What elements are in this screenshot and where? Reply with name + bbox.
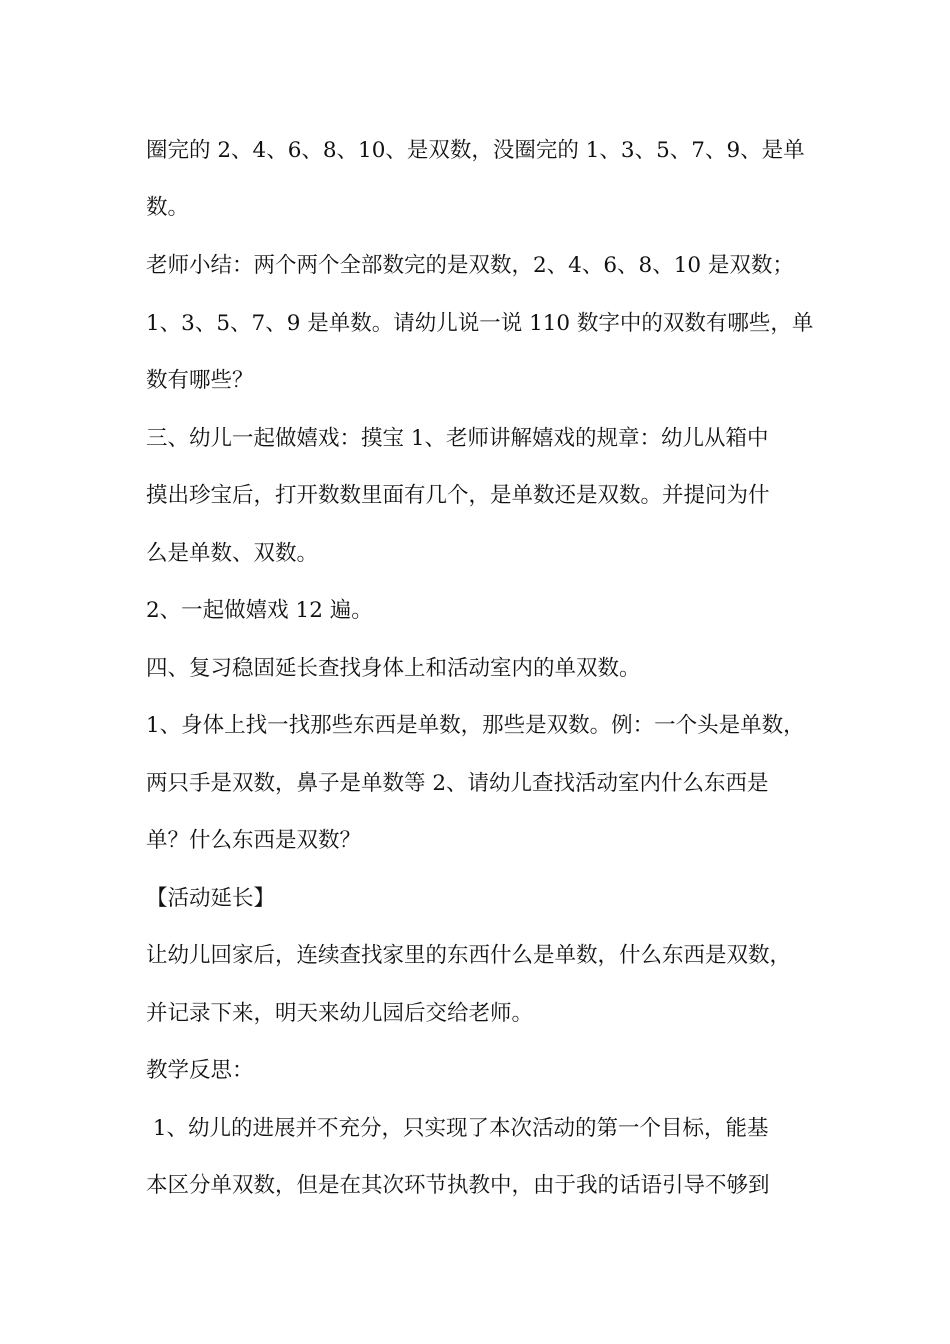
text-line: 三、幼儿一起做嬉戏：摸宝 1、老师讲解嬉戏的规章：幼儿从箱中 (146, 426, 769, 451)
text-line: 1、幼儿的进展并不充分，只实现了本次活动的第一个目标，能基 (146, 1116, 769, 1141)
text-line: 让幼儿回家后，连续查找家里的东西什么是单数，什么东西是双数， (146, 943, 792, 968)
text-line: 么是单数、双数。 (146, 541, 319, 566)
text-line: 四、复习稳固延长查找身体上和活动室内的单双数。 (146, 656, 641, 681)
text-line: 数有哪些？ (146, 368, 254, 393)
text-line: 1、身体上找一找那些东西是单数，那些是双数。例：一个头是单数， (146, 713, 805, 738)
text-line: 圈完的 2、4、6、8、10、是双数，没圈完的 1、3、5、7、9、是单 (146, 138, 805, 163)
section-heading: 教学反思： (146, 1058, 254, 1083)
text-line: 2、一起做嬉戏 12 遍。 (146, 598, 373, 623)
text-line: 两只手是双数，鼻子是单数等 2、请幼儿查找活动室内什么东西是 (146, 771, 769, 796)
text-line: 老师小结：两个两个全部数完的是双数，2、4、6、8、10 是双数； (146, 253, 794, 278)
text-line: 并记录下来，明天来幼儿园后交给老师。 (146, 1001, 534, 1026)
text-line: 1、3、5、7、9 是单数。请幼儿说一说 110 数字中的双数有哪些，单 (146, 311, 814, 336)
text-line: 数。 (146, 195, 190, 220)
section-heading: 【活动延长】 (146, 886, 276, 911)
text-line: 本区分单双数，但是在其次环节执教中，由于我的话语引导不够到 (146, 1173, 770, 1198)
text-line: 摸出珍宝后，打开数数里面有几个，是单数还是双数。并提问为什 (146, 483, 770, 508)
text-line: 单？什么东西是双数？ (146, 828, 362, 853)
